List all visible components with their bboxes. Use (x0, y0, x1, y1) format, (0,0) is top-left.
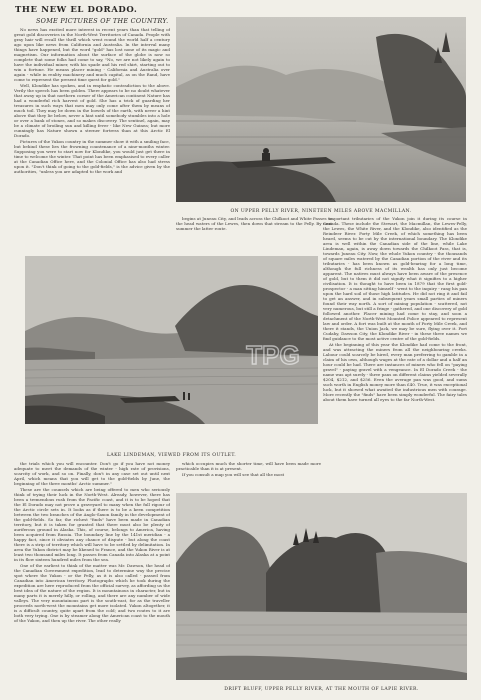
paragraph: If you consult a map you will see that all the most (182, 472, 285, 477)
page-title: THE NEW EL DORADO. (15, 5, 138, 15)
page-subtitle: SOME PICTURES OF THE COUNTRY. (36, 17, 169, 25)
mid-column-top-text (176, 216, 332, 240)
right-column-text (323, 216, 467, 486)
photo-drift-bluff (176, 493, 467, 680)
river-landscape-engraving (176, 17, 466, 202)
paragraph: Pictures of the Yukon country in the summer show it with a smiling face, but behind these lies the frowning countenance of a nine-months winter. Supposing you were to start now for Klondike, you would just get there in time to welcome the winter. That point has been emphasised to every caller at the Canadian Office here, and the Colonial Office has also had stress upon it. "Don't think of going to the gold-fields," is the advice given by the authorities, "unless you are adapted to the work and (14, 139, 170, 174)
left-column-top-text (14, 27, 170, 245)
bluff-landscape-engraving (176, 493, 467, 680)
paragraph: important tributaries of the Yukon join it during its course in Canada. These include the Stewart, the Macmillan, the Lewes-Pelly, the Lewes, the White River, and the Klondike, also identified as the Reindeer River. Forty Mile Creek, of which something has been heard, seems to be cut by the international boundary. The Klondike area is well within the Canadian side of the line, while Lake Lindeman, again, is away down towards the Chilkoot Pass, that is, towards Juneau City. Now, the whole Yukon country - the thousands of square miles watered by the Canadian portion of the river and its tributaries - has been known as gold-bearing for a long time, although the full richness of its wealth has only just become apparent. The natives must always have been aware of the presence of gold, but to them it did not signify what it signifies to a higher civilisation. It is thought to have been in 1879 that the first gold-prospector - a man sitting himself - went to the inquiry - rang his pan upon the hard soil of those high latitudes. He did not ring it and fail to get an answer, and in subsequent years small parties of miners found their way north. A sort of mining population - scattered, not very numerous, but still a fringe - gathered, and one discovery of gold followed another. Placer mining had come to stay, and soon a detachment of the North-West Mounted Police appeared to represent law and order. A fort was built at the mouth of Forty Mile Creek, and there it stands, the Union Jack, we may be sure, flying over it. Fort Cudahy, Dawson City, the Klondike River - in these three names we find guidance to the most active centre of the gold-fields. (323, 216, 467, 341)
paragraph: No news has excited more interest in recent years than that telling of great gold discoveries in the North-West Territories of Canada. People with gray hair will recall the thrill which went round the world half a century ago upon like news from California and Australia. In the interval many things have happened, but the word "gold" has lost none of its magic and magnetism. Our information about the surface of the globe is now so complete that some folks had come to say, "No, we are not likely again to have the individual miner, with his spade and his red shirt, starting out to win a fortune. He means placer mining - California and Australia over again - while in reality machinery and much capital, as on the Rand, have come to represent the present time quest for gold." (14, 27, 170, 82)
paragraph: the trials which you will encounter. Don't go if you have not money adequate to meet the demands of the winter - high rate of provisions, scarcity of work, and so on. Finally, don't in any case set out until next April, which means that you will get to the gold-fields by June, the beginning of the three months' Arctic summer." (14, 461, 170, 486)
paragraph: Well, Klondike has spoken, and in emphatic contradiction to the above. Verily the speech has been golden. There appears to be no doubt whatever that away up in that northern corner of the American continent Nature has had a wonderful rich harvest of gold. She has a trick of guarding her treasures in such ways that men may only come after them by means of much toil. They may be down in the bowels of the earth, with never a hint above that they lie below, never a hint until somebody stumbles into a hole or over a bank of stones, and so makes discovery. The sentinel, again, may be a climate of broiling sun and killing fever - like New Guinea; but more cunningly has Nature shown a sterner fortress than at this Arctic El Dorado. (14, 83, 170, 138)
tpg-watermark (238, 337, 308, 371)
watermark-text: TPG (246, 340, 300, 370)
left-column-bottom-text (14, 461, 170, 696)
paragraph: begins at Juneau City, and leads across the Chilkoot and White Passes to the head waters of the Lewes, then down that stream to the Pelly. By next summer the latter route. (176, 216, 332, 231)
paragraph: These are the counsels which are being offered to men who seriously think of trying their luck in the North-West. Already, however, there has been a tremendous rush from the Pacific coast, and it is to be hoped that the El Dorado may not prove a graveyard to many when the full rigour of the Arctic circle sets in. It looks as if there is to be a keen competition between the two branches of the Anglo-Saxon family in the development of the gold-fields. So far, the richest "finds" have been made in Canadian territory, but it is taken for granted that there must also be plenty of auriferous ground in Alaska. This, of course, belongs to America, having been acquired from Russia. The boundary line by the 141st meridian - a happy fact, since it obviates any chance of dispute - but along the coast there is a strip of territory which will have to be settled by delimitation. In area the Yukon district may be likened to France, and the Yukon River is at least two thousand miles long. It passes from Canada into Alaska at a point in its flow sixteen hundred miles from the sea. (14, 487, 170, 562)
paragraph: which occupies much the shorter time, will have been made more practicable than it is at present. (176, 461, 321, 471)
caption-lake-lindeman: LAKE LINDEMAN, VIEWED FROM ITS OUTLET. (106, 453, 237, 458)
photo-upper-pelly-river (176, 17, 466, 202)
paragraph: At the beginning of this year the Klondike had come to the front, and was attracting the miners from all the neighbouring creeks. Labour could scarcely be hired, every man preferring to gamble in a claim of his own, although wages at the rate of a dollar and a half an hour could be had. There are instances of miners who fell on "paying gravel" - paying gravel with a vengeance. In El Dorado Creek - the name was apt surely - three pans on different claims yielded severally $204, $212, and $256. Even the average pan was good, and sums such worth in English money more than £40. True, it was exceptional luck, but it showed what awaited the industrious men with courage. More recently the "finds" have been simply wonderful. The fairy tales about them have turned all eyes to the far North-West. (323, 342, 467, 402)
paragraph: One of the earliest to think of the matter was Mr. Dawson, the head of the Canadian Government expedition, lead to determine way the precise spot where the Yukon - or the Pelly, as it is also called - passed from Canadian into American territory. Photographs which he took during the expedition are here reproduced from the official survey, as affording us the best idea of the nature of the region. It is mountainous in character, but in many parts it is merely hilly, or rolling, and there are any number of wide valleys. The very mountainous part is the south-east, for as the traveller proceeds north-west the mountains get more isolated. Yukon altogether, it is a difficult country, quite apart from the cold; and two routes to it are both very trying. One is by steamer along the American coast to the mouth of the Yukon, and then up the river. The other really (14, 563, 170, 623)
mid-column-bottom-text (176, 461, 321, 491)
caption-drift-bluff: DRIFT BLUFF, UPPER PELLY RIVER, AT THE MOUTH OF LAPIE RIVER. (224, 687, 419, 692)
caption-upper-pelly-river: ON UPPER PELLY RIVER, NINETEEN MILES ABOVE MACMILLAN. (230, 209, 412, 214)
